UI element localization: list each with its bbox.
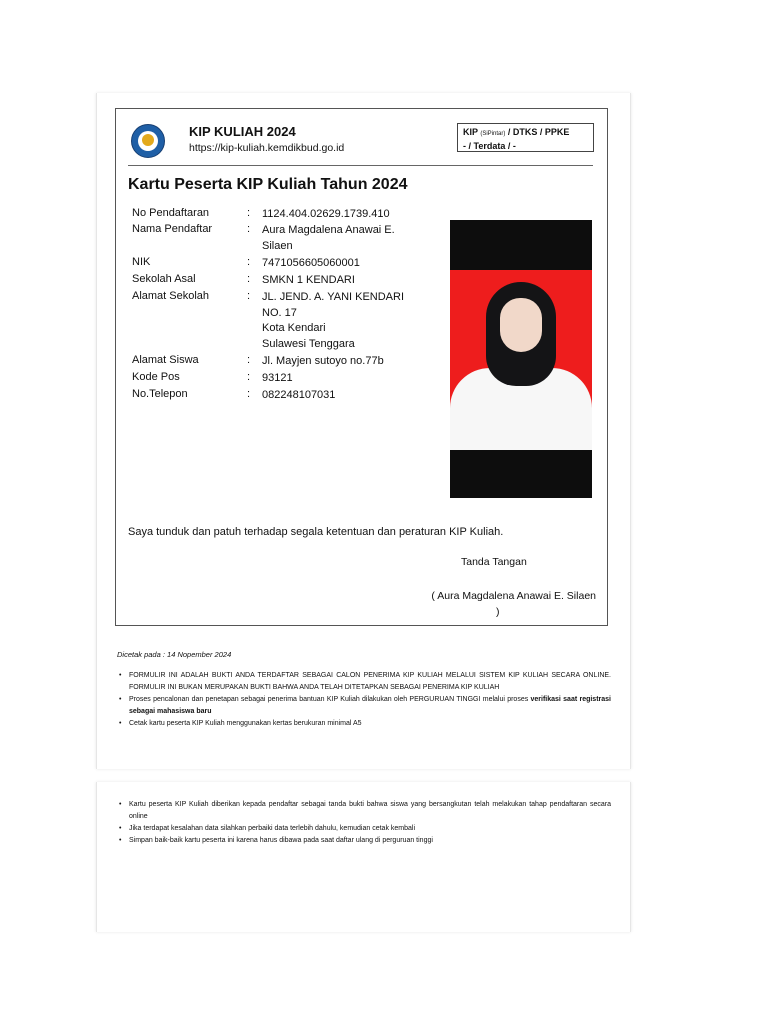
card-title: Kartu Peserta KIP Kuliah Tahun 2024 bbox=[128, 176, 408, 193]
program-title: KIP KULIAH 2024 bbox=[189, 124, 296, 139]
note-item: • Jika terdapat kesalahan data silahkan perbaiki data terlebih dahulu, kemudian cetak kembali bbox=[119, 823, 611, 835]
signature-label: Tanda Tangan bbox=[461, 556, 527, 568]
header-divider bbox=[128, 165, 593, 166]
note-item: • FORMULIR INI ADALAH BUKTI ANDA TERDAFTAR SEBAGAI CALON PENERIMA KIP KULIAH MELALUI SISTEM KIP KULIAH SECARA ONLINE. FORMULIR INI BUKAN MERUPAKAN BUKTI BAHWA ANDA TELAH DITETAPKAN SEBAGAI PENERIMA KIP KULIAH bbox=[119, 670, 611, 694]
note-item: • Proses pencalonan dan penetapan sebagai penerima bantuan KIP Kuliah dilakukan oleh PERGURUAN TINGGI melalui proses verifikasi saat registrasi sebagai mahasiswa baru bbox=[119, 694, 611, 718]
tut-wuri-handayani-logo-icon bbox=[131, 124, 165, 158]
declaration-text: Saya tunduk dan patuh terhadap segala ketentuan dan peraturan KIP Kuliah. bbox=[128, 526, 504, 538]
program-url: https://kip-kuliah.kemdikbud.go.id bbox=[189, 142, 345, 154]
document-page-2 bbox=[96, 782, 631, 932]
note-item: • Cetak kartu peserta KIP Kuliah menggunakan kertas berukuran minimal A5 bbox=[119, 718, 611, 730]
notes-list bbox=[119, 670, 611, 730]
document-page-1 bbox=[96, 93, 631, 769]
signature-name: ( Aura Magdalena Anawai E. Silaen bbox=[431, 590, 596, 602]
note-item: • Kartu peserta KIP Kuliah diberikan kepada pendaftar sebagai tanda bukti bahwa siswa yang bersangkutan telah melakukan tahap pendaftaran secara online bbox=[119, 799, 611, 823]
note-item: • Simpan baik-baik kartu peserta ini karena harus dibawa pada saat daftar ulang di perguruan tinggi bbox=[119, 835, 611, 847]
notes-list-2 bbox=[119, 799, 611, 847]
signature-close: ) bbox=[496, 606, 500, 618]
status-box: KIP (SiPintar) / DTKS / PPKE - / Terdata / - bbox=[457, 123, 594, 152]
participant-photo bbox=[450, 220, 592, 498]
participant-card: KIP KULIAH 2024 https://kip-kuliah.kemdikbud.go.id KIP (SiPintar) / DTKS / PPKE - / Terdata / - Kartu Peserta KIP Kuliah Tahun 2024 No Pendaftaran : 1124.404.02629.1739.410 Nama Pendaftar : Aura Magdalena Anawai E. Silaen NIK : 7471056605060001 Sekolah Asal : SMKN 1 KENDARI Alamat Sekolah : JL. JEND. A. YANI KENDARI NO. 17 Kota Kendari Sulawesi Tenggara Alamat Siswa : Jl. Mayjen sutoyo no.77b Kode Pos : 93121 No.Telepon : 082248107031 Saya tunduk dan patuh terhadap segala ketentuan dan peraturan KIP Kuliah. Tanda Tangan ( Aura Magdalena Anawai E. Silaen ) bbox=[115, 108, 608, 626]
printed-date: Dicetak pada : 14 Nopember 2024 bbox=[117, 650, 232, 659]
